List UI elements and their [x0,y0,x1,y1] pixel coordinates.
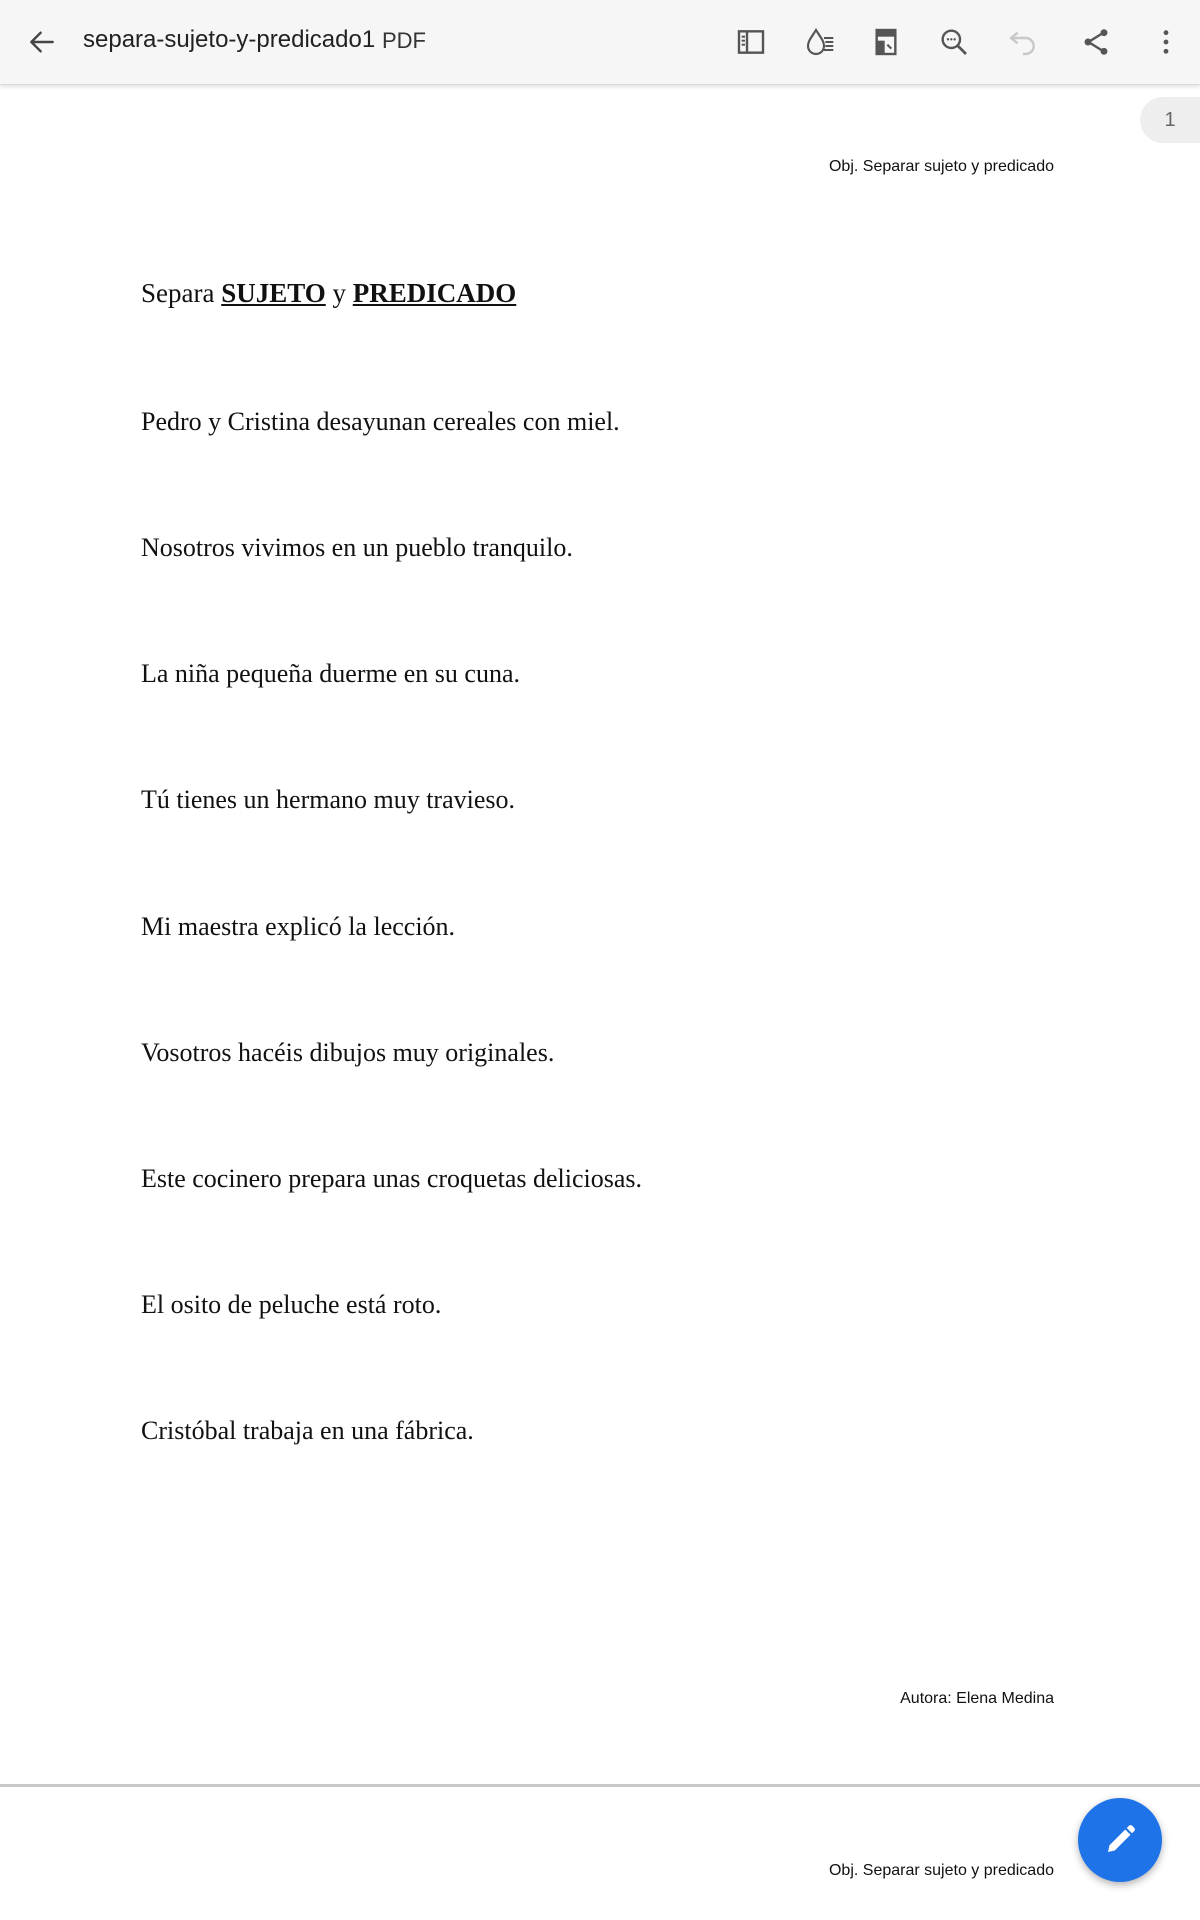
more-options-button[interactable] [1136,12,1196,72]
top-toolbar [0,0,1200,85]
search-button[interactable] [924,12,984,72]
edit-fab-button[interactable] [1078,1798,1162,1882]
sentence-item: Este cocinero prepara unas croquetas deliciosas. [141,1164,643,1193]
heading-connector: y [332,278,347,308]
share-button[interactable] [1066,12,1126,72]
undo-icon [1007,26,1039,58]
sentence-item: Pedro y Cristina desayunan cereales con miel. [141,407,620,436]
back-button[interactable] [12,12,72,72]
sentence-item: Cristóbal trabaja en una fábrica. [141,1416,474,1445]
page-header-note: Obj. Separar sujeto y predicado [828,158,1054,175]
page-layout-button[interactable] [856,12,916,72]
heading-keyword-predicado: PREDICADO [352,278,517,308]
reading-mode-button[interactable] [721,12,781,72]
undo-button[interactable] [993,12,1053,72]
page-number-indicator[interactable]: 1 [1140,97,1200,143]
page-divider [0,1784,1200,1787]
reading-mode-icon [735,26,767,58]
share-icon [1080,26,1112,58]
liquid-mode-icon [804,26,836,58]
sentence-item: Nosotros vivimos en un pueblo tranquilo. [141,533,573,562]
back-arrow-icon [26,26,58,58]
page-footer-author: Autora: Elena Medina [900,1690,1054,1707]
sentence-item: Mi maestra explicó la lección. [141,912,456,941]
more-options-icon [1150,26,1182,58]
search-icon [938,26,970,58]
file-name: separa-sujeto-y-predicado1 [83,26,376,53]
exercise-heading [141,278,516,309]
sentence-item: El osito de peluche está roto. [141,1290,442,1319]
page-layout-icon [870,26,902,58]
sentence-item: Vosotros hacéis dibujos muy originales. [141,1038,555,1067]
heading-keyword-sujeto: SUJETO [221,278,326,308]
sentence-item: Tú tienes un hermano muy travieso. [141,785,516,814]
liquid-mode-button[interactable] [790,12,850,72]
pencil-icon [1102,1822,1138,1858]
heading-prefix: Separa [141,278,215,308]
file-type-label: PDF [382,28,426,53]
sentence-item: La niña pequeña duerme en su cuna. [141,659,521,688]
next-page-header-note: Obj. Separar sujeto y predicado [828,1862,1054,1879]
